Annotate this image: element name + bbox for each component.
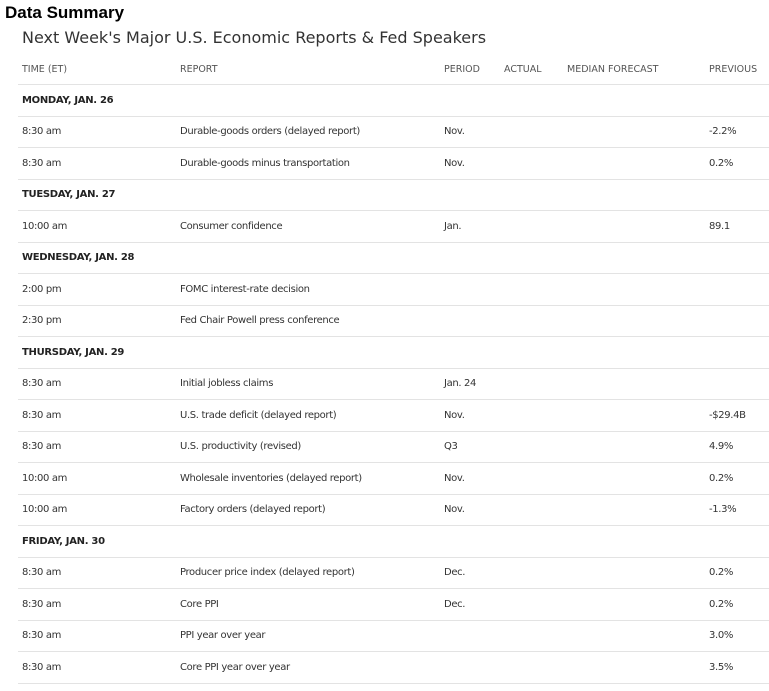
cell-report: FOMC interest-rate decision (180, 283, 310, 295)
cell-previous: 0.2% (709, 472, 734, 484)
cell-report: Core PPI (180, 598, 219, 610)
cell-time: 8:30 am (22, 157, 62, 169)
cell-period: Dec. (444, 598, 466, 610)
cell-report: Wholesale inventories (delayed report) (180, 472, 362, 484)
day-header-row (18, 180, 769, 212)
cell-period: Nov. (444, 126, 465, 138)
table-body (18, 85, 769, 684)
cell-period: Nov. (444, 157, 465, 169)
cell-time: 10:00 am (22, 504, 68, 516)
day-header-row (18, 243, 769, 275)
cell-report: Fed Chair Powell press conference (180, 315, 340, 327)
cell-report: Durable-goods orders (delayed report) (180, 126, 360, 138)
cell-report: Durable-goods minus transportation (180, 157, 350, 169)
table-row (18, 211, 769, 243)
cell-time: 2:00 pm (22, 283, 62, 295)
page-subtitle: Next Week's Major U.S. Economic Reports & Fed Speakers (22, 28, 487, 47)
cell-previous: 89.1 (709, 220, 730, 232)
table-row (18, 621, 769, 653)
column-header-median-forecast: MEDIAN FORECAST (567, 64, 659, 75)
cell-period: Nov. (444, 472, 465, 484)
cell-period: Nov. (444, 409, 465, 421)
cell-previous: -1.3% (709, 504, 737, 516)
cell-report: Core PPI year over year (180, 661, 290, 673)
cell-time: 10:00 am (22, 220, 68, 232)
cell-period: Jan. (444, 220, 462, 232)
economic-calendar-table (18, 55, 769, 684)
column-header-actual: ACTUAL (504, 64, 542, 75)
cell-period: Dec. (444, 567, 466, 579)
table-header-row (18, 55, 769, 85)
table-row (18, 558, 769, 590)
cell-report: Producer price index (delayed report) (180, 567, 355, 579)
cell-report: PPI year over year (180, 630, 266, 642)
day-label: MONDAY, JAN. 26 (22, 94, 114, 106)
cell-report: U.S. productivity (revised) (180, 441, 301, 453)
cell-previous: 0.2% (709, 598, 734, 610)
table-row (18, 652, 769, 684)
cell-time: 8:30 am (22, 126, 62, 138)
cell-report: U.S. trade deficit (delayed report) (180, 409, 337, 421)
cell-time: 8:30 am (22, 567, 62, 579)
table-row (18, 369, 769, 401)
day-header-row (18, 337, 769, 369)
column-header-previous: PREVIOUS (709, 64, 758, 75)
cell-previous: 3.0% (709, 630, 734, 642)
day-label: FRIDAY, JAN. 30 (22, 535, 105, 547)
cell-time: 8:30 am (22, 409, 62, 421)
day-header-row (18, 526, 769, 558)
cell-time: 8:30 am (22, 598, 62, 610)
cell-time: 8:30 am (22, 630, 62, 642)
table-row (18, 117, 769, 149)
cell-time: 8:30 am (22, 661, 62, 673)
table-row (18, 495, 769, 527)
cell-time: 8:30 am (22, 441, 62, 453)
cell-time: 2:30 pm (22, 315, 62, 327)
cell-time: 8:30 am (22, 378, 62, 390)
cell-time: 10:00 am (22, 472, 68, 484)
cell-period: Jan. 24 (444, 378, 477, 390)
table-row (18, 463, 769, 495)
cell-report: Initial jobless claims (180, 378, 274, 390)
day-label: WEDNESDAY, JAN. 28 (22, 252, 135, 264)
table-row (18, 400, 769, 432)
table-row (18, 432, 769, 464)
cell-previous: 0.2% (709, 157, 734, 169)
cell-previous: 3.5% (709, 661, 734, 673)
table-row (18, 589, 769, 621)
page-heading: Data Summary (5, 3, 125, 22)
day-header-row (18, 85, 769, 117)
cell-report: Factory orders (delayed report) (180, 504, 326, 516)
cell-previous: -2.2% (709, 126, 737, 138)
cell-previous: 0.2% (709, 567, 734, 579)
day-label: TUESDAY, JAN. 27 (22, 189, 116, 201)
column-header-time: TIME (ET) (22, 64, 68, 75)
table-row (18, 148, 769, 180)
table-row (18, 306, 769, 338)
cell-period: Nov. (444, 504, 465, 516)
table-row (18, 274, 769, 306)
column-header-report: REPORT (180, 64, 218, 75)
day-label: THURSDAY, JAN. 29 (22, 346, 125, 358)
cell-previous: 4.9% (709, 441, 734, 453)
cell-previous: -$29.4B (709, 409, 746, 421)
cell-report: Consumer confidence (180, 220, 283, 232)
cell-period: Q3 (444, 441, 458, 453)
column-header-period: PERIOD (444, 64, 480, 75)
